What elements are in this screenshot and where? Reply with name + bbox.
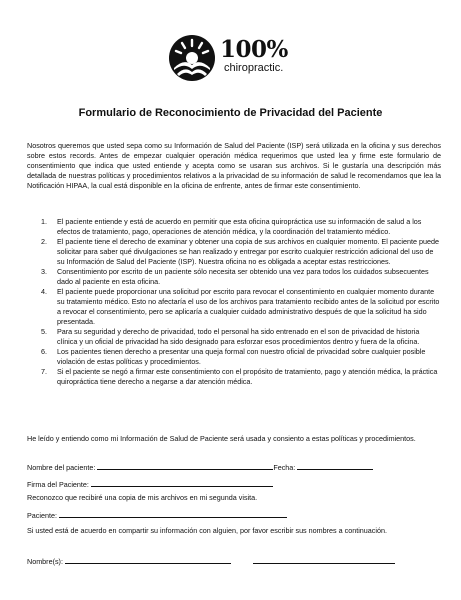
patient-row	[27, 509, 441, 521]
list-item	[27, 347, 441, 367]
share-text: Si usted está de acuerdo en compartir su información con alguien, por favor escribir sus nombres a continuación.	[27, 526, 387, 535]
logo-chiropractic-text: chiropractic.	[224, 62, 284, 74]
list-item	[27, 367, 441, 387]
page-title: Formulario de Reconocimiento de Privacidad del Paciente	[78, 107, 383, 119]
policy-list	[27, 217, 441, 387]
signature-label: Firma del Paciente:	[27, 480, 89, 489]
name-field-2[interactable]	[253, 555, 395, 564]
patient-name-label: Nombre del paciente:	[27, 463, 96, 472]
list-item-text: Consentimiento por escrito de un paciente sólo necesita ser obtenido una vez para todos los cuidados subsecuentes dado al paciente en esta oficina.	[57, 267, 429, 286]
list-item-number: 3.	[41, 267, 47, 276]
chiropractic-logo-icon	[168, 34, 216, 82]
acknowledgement-text: He leído y entiendo como mi Información de Salud de Paciente será usada y consiento a estas políticas y procedimientos.	[27, 434, 416, 443]
list-item-number: 6.	[41, 347, 47, 356]
list-item-text: Si el paciente se negó a firmar este consentimiento con el propósito de tratamiento, pago y atención médica, la práctica quiropráctica tiene derecho a negarse a dar atención médica.	[57, 367, 438, 386]
list-item-number: 5.	[41, 327, 47, 336]
logo-percent-text: 100%	[220, 36, 288, 63]
names-label: Nombre(s):	[27, 557, 63, 566]
patient-field[interactable]	[59, 509, 287, 518]
list-item-text: Para su seguridad y derecho de privacidad, todo el personal ha sido entrenado en el son de privacidad de historia clínica y un oficial de privacidad ha sido designado para esforzar esos procedimientos dentro y fuera de la oficina.	[57, 327, 420, 346]
list-item	[27, 267, 441, 287]
list-item-number: 7.	[41, 367, 47, 376]
list-item	[27, 287, 441, 327]
list-item-number: 2.	[41, 237, 47, 246]
list-item	[27, 217, 441, 237]
list-item-text: El paciente tiene el derecho de examinar y obtener una copia de sus archivos en cualquier momento. El paciente puede solicitar para saber qué divulgaciones se han realizado y entregar por escrito cualquier restricción adicional del uso de su Información de Salud del Paciente (ISP). Nuestra oficina no es obligada a aceptar estas restricciones.	[57, 237, 439, 266]
patient-name-field[interactable]	[97, 461, 273, 470]
list-item-number: 1.	[41, 217, 47, 226]
list-item-number: 4.	[41, 287, 47, 296]
logo-wordmark	[220, 38, 288, 74]
date-label: Fecha:	[273, 463, 296, 472]
list-item-text: El paciente puede proporcionar una solicitud por escrito para revocar el consentimiento en cualquier momento durante su tratamiento médico. Esto no afectaría el uso de los archivos para tratamiento recibido antes de la solicitud por escrito a revocar el consentimiento, pero se aplicaría a cualquier cuidado administrativo después de que la solicitud ha sido presentada.	[57, 287, 440, 326]
signature-field[interactable]	[91, 478, 273, 487]
list-item	[27, 237, 441, 267]
name-field-1[interactable]	[65, 555, 231, 564]
list-item-text: El paciente entiende y está de acuerdo en permitir que esta oficina quiropráctica use su información de salud a los efectos de tratamiento, pago, operaciones de atención médica, y la coordinación del tratamiento médico.	[57, 217, 422, 236]
intro-paragraph: Nosotros queremos que usted sepa como su Información de Salud del Paciente (ISP) será utilizada en la oficina y sus derechos sobre estos records. Antes de empezar cualquier operación médica requerimos que usted lea y firme este formulario de consentimiento que indica que usted entiende y acepta como se usaran sus archivos. Si le gustaría una descripción más detallada de nuestras políticas y procedimientos relativos a la privacidad de su información de salud le recomendamos que lea la Notificación HIPAA, la cual está disponible en la oficina de enfrente, antes de firmar este consentimiento.	[27, 141, 441, 190]
list-item-text: Los pacientes tienen derecho a presentar una queja formal con nuestro oficial de privacidad sobre cualquier posible violación de estas políticas y procedimientos.	[57, 347, 426, 366]
copy-ack-text: Reconozco que recibiré una copia de mis archivos en mi segunda visita.	[27, 493, 258, 502]
clinic-logo	[168, 34, 308, 90]
signature-row	[27, 478, 441, 490]
date-field[interactable]	[297, 461, 373, 470]
list-item	[27, 327, 441, 347]
patient-label: Paciente:	[27, 511, 57, 520]
names-row	[27, 555, 441, 567]
patient-name-row	[27, 461, 441, 473]
